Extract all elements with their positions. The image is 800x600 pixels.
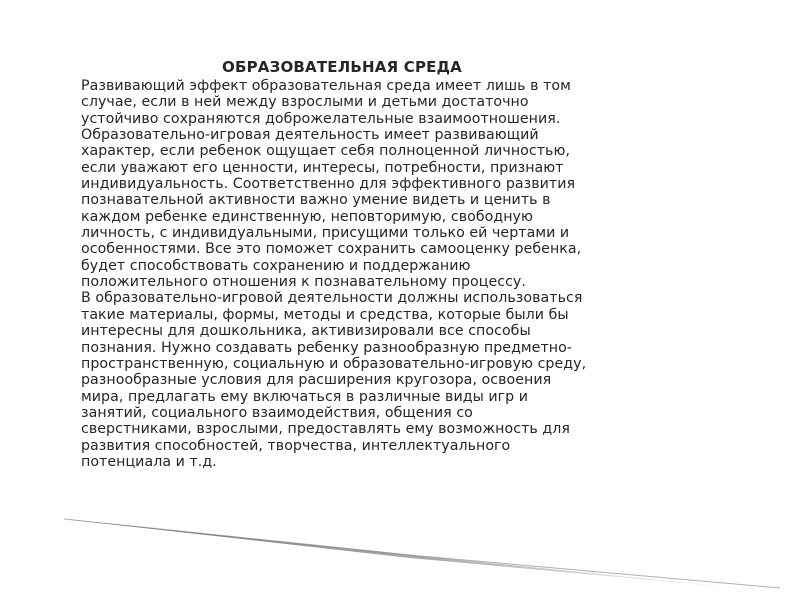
body-paragraph: Развивающий эффект образовательная среда имеет лишь в том случае, если в ней между взрослыми и детьми достаточно устойчиво сохраняются доброжелательные взаимоотношения. Образовательно-игровая деятельность имеет развивающий характер, если ребенок ощущает себя полноценной личностью, если уважают его ценности, интересы, потребности, признают индивидуальность. Соответственно для эффективного развития познавательной активности важно умение видеть и ценить в каждом ребенке единственную, неповторимую, свободную личность, с индивидуальными, присущими только ей чертами и особенностями. Все это поможет сохранить самооценку ребенка, будет способствовать сохранению и поддержанию положительного отношения к познавательному процессу. В образовательно-игровой деятельности должны использоваться такие материалы, формы, методы и средства, которые были бы интересны для дошкольника, активизировали все способы познания. Нужно создавать ребенку разнообразную предметно- пространственную, социальную и образовательно-игровую среду, разнообразные условия для расширения кругозора, освоения мира, предлагать ему включаться в различные виды игр и занятий, социального взаимодействия, общения со сверстниками, взрослыми, предоставлять ему возможность для развития способностей, творчества, интеллектуального потенциала и т.д.	[81, 78, 587, 470]
slide-title: ОБРАЗОВАТЕЛЬНАЯ СРЕДА	[222, 58, 462, 76]
